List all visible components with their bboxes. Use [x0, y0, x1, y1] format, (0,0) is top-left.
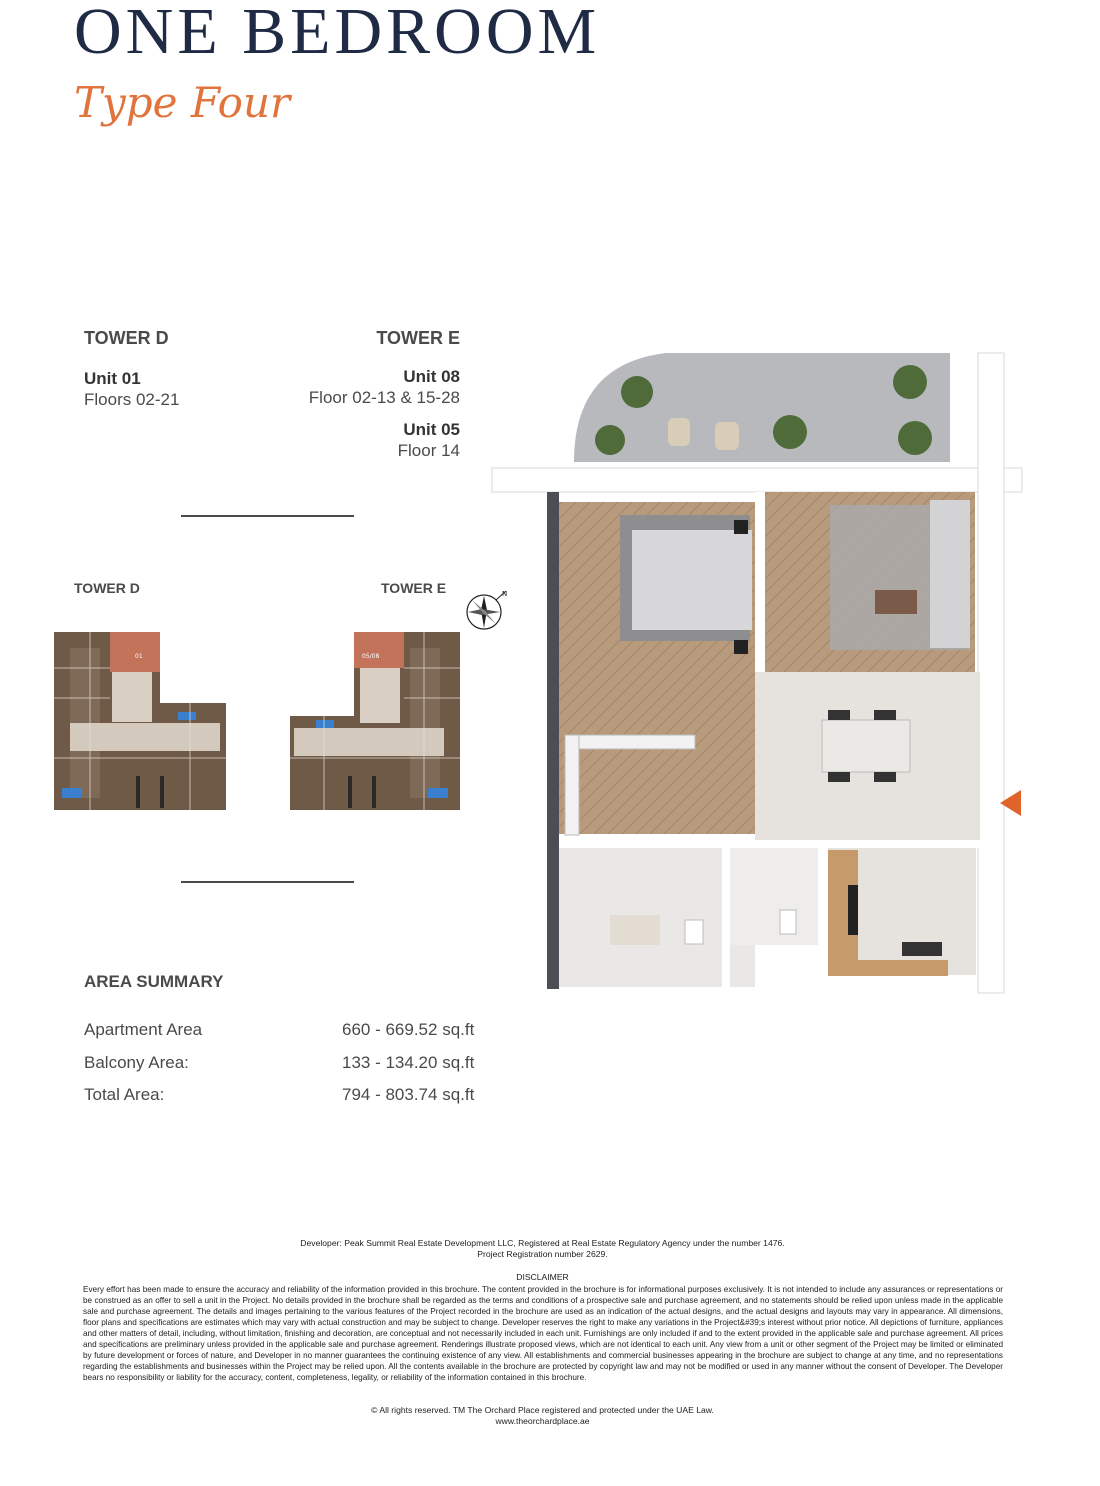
tower-e-unit-08-floors: Floor 02-13 & 15-28: [308, 388, 460, 407]
page-subtitle: Type Four: [74, 78, 291, 127]
tower-e-unit-05-floors: Floor 14: [397, 441, 460, 460]
area-summary-heading: AREA SUMMARY: [84, 972, 224, 991]
website-link[interactable]: www.theorchardplace.ae: [495, 1416, 590, 1426]
tower-e-unit-08: Unit 08: [403, 367, 460, 386]
tower-e-unit-05: Unit 05: [403, 420, 460, 439]
developer-line-1: Developer: Peak Summit Real Estate Development LLC, Registered at Real Estate Regulatory Agency under the number 1476.: [300, 1238, 785, 1248]
rights-line: © All rights reserved. TM The Orchard Place registered and protected under the UAE Law.: [371, 1405, 714, 1415]
bed: [632, 530, 752, 630]
tower-d-keyplan: [50, 628, 230, 810]
balcony: [574, 353, 950, 468]
developer-line-2: Project Registration number 2629.: [477, 1249, 608, 1259]
tower-d-unit: Unit 01: [84, 369, 141, 388]
tower-d-floors: Floors 02-21: [84, 390, 180, 409]
tower-d-heading: TOWER D: [84, 328, 169, 348]
tower-e-heading: TOWER E: [376, 328, 460, 348]
sofa: [930, 500, 970, 648]
area-row-label: Total Area:: [84, 1085, 165, 1104]
keyplan-tower-d-label: TOWER D: [74, 580, 140, 596]
divider-bottom: [181, 881, 354, 883]
tower-e-keyplan: [288, 628, 464, 810]
area-row-value: 794 - 803.74 sq.ft: [342, 1085, 475, 1104]
keyplan-tower-e-label: TOWER E: [381, 580, 447, 596]
page-title: ONE BEDROOM: [74, 0, 601, 68]
area-row-label: Apartment Area: [84, 1020, 203, 1039]
divider-top: [181, 515, 354, 517]
area-row-label: Balcony Area:: [84, 1053, 189, 1072]
disclaimer-text: Every effort has been made to ensure the accuracy and reliability of the information provided in this brochure. The content provided in the brochure is for informational purposes exclusively. It is not intended to include any assurances or representations or be construed as an offer to sell a unit in the Project. No details provided in the brochure shall be regarded as the terms and conditions of a prospective sale and purchase agreement, and no statements should be relied upon unless made in the applicable sale and purchase agreement. The details and images pertaining to the various features of the Project recorded in the brochure are used as an indication of the actual designs, and the actual designs and layouts may vary in appearance. All dimensions, floor plans and specifications are estimates which may vary with actual construction and may be subject to change. Developer reserves the right to make any variations in the Project&#39;s interest without prior notice. All depictions of furniture, appliances and other matters of detail, including, without limitation, finishing and decoration, are conceptual and not necessarily included in each unit. Furnishings are only included if and to the extent provided in the applicable sale and purchase agreement. All prices and specifications are preliminary unless provided in the applicable sale and purchase agreement. Renderings illustrate proposed views, which are not identical to each unit. Any view from a unit or other segment of the Project may be limited or eliminated by future development or forces of nature, and Developer in no manner guarantees the continuing existence of any view. All establishments and commercial businesses appearing in the brochure are subject to change at any time, and no representations regarding the establishments and businesses within the Project may be relied upon. All the contents available in the brochure are protected by copyright law and may not be modified or used in any manner without the consent of Developer. The Developer bears no responsibility or liability for the accuracy, content, completeness, legality, or reliability of the information contained in this brochure.: [83, 1285, 1003, 1382]
tower-e-keyplan-tag: 05/08: [362, 653, 380, 660]
area-row-value: 133 - 134.20 sq.ft: [342, 1053, 475, 1072]
svg-text:N: N: [502, 590, 508, 598]
floor-plan: [490, 350, 1030, 995]
wc-floor: [730, 845, 818, 945]
disclaimer-heading: DISCLAIMER: [516, 1272, 569, 1282]
tower-d-keyplan-tag: 01: [135, 653, 143, 660]
area-row-value: 660 - 669.52 sq.ft: [342, 1020, 475, 1039]
